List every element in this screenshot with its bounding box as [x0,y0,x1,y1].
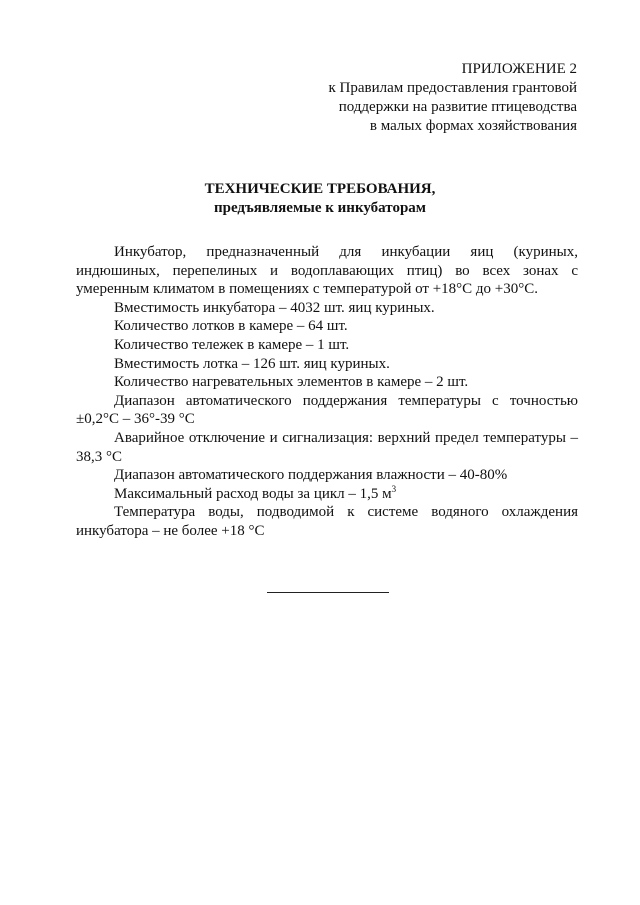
document-title [0,180,640,218]
requirement-intro: Инкубатор, предназначенный для инкубации яиц (куриных, индюшиных, перепелиных и водоплавающих птиц) во всех зонах с умеренным климатом в помещениях с температурой от +18°С до +30°С. [76,244,578,298]
title-main: ТЕХНИЧЕСКИЕ ТРЕБОВАНИЯ, [204,181,436,197]
appendix-header [257,60,577,136]
appendix-reference-line-2: поддержки на развитие птицеводства [338,99,577,115]
requirement-temperature-range: Диапазон автоматического поддержания температуры с точностью ±0,2°С – 36°-39 °С [76,392,578,428]
requirement-carts: Количество тележек в камере – 1 шт. [114,336,350,353]
appendix-number: ПРИЛОЖЕНИЕ 2 [461,61,577,77]
appendix-reference-line-3: в малых формах хозяйствования [369,118,577,134]
requirements-body [76,243,578,541]
requirement-heaters: Количество нагревательных элементов в камере – 2 шт. [114,374,469,391]
requirement-humidity-range: Диапазон автоматического поддержания влажности – 40-80% [114,467,508,484]
requirement-tray-capacity: Вместимость лотка – 126 шт. яиц куриных. [114,355,390,372]
requirement-water-temperature: Температура воды, подводимой к системе водяного охлаждения инкубатора – не более +18 °С [76,504,578,539]
end-separator-line [267,592,389,593]
requirement-alarm: Аварийное отключение и сигнализация: верхний предел температуры – 38,3 °С [76,429,578,465]
requirement-trays: Количество лотков в камере – 64 шт. [114,318,348,335]
requirement-capacity: Вместимость инкубатора – 4032 шт. яиц куриных. [114,299,435,316]
appendix-reference-line-1: к Правилам предоставления грантовой [328,80,577,96]
cubic-superscript: 3 [391,483,397,494]
title-subtitle: предъявляемые к инкубаторам [213,200,427,216]
water-consumption-text: Максимальный расход воды за цикл – 1,5 м [114,485,392,502]
requirement-water-consumption [76,485,578,504]
